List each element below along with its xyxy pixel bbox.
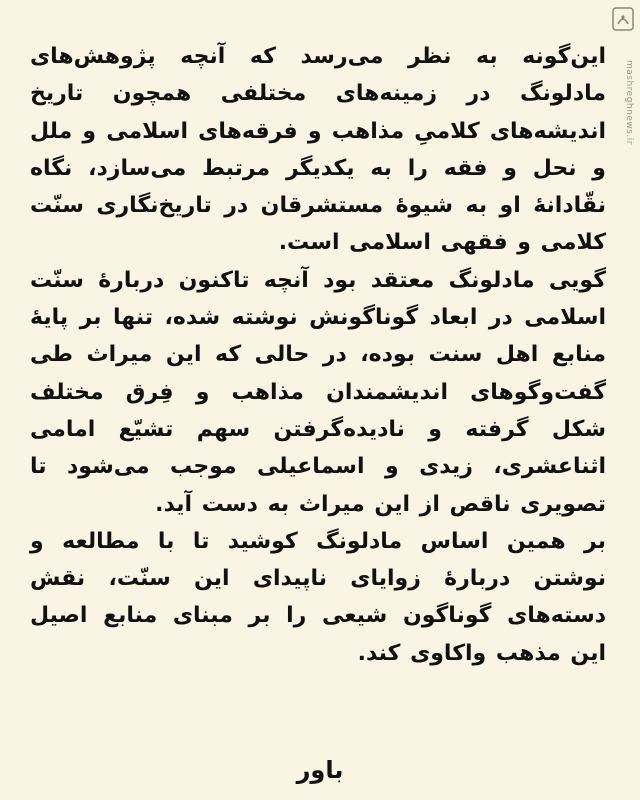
paragraph-1: این‌گونه به نظر می‌رسد که آنچه پژوهش‌های مادلونگ در زمینه‌های مختلفی همچون تاریخ اندیشه‌های کلامیِ مذاهب و فرقه‌های اسلامی و ملل و نحل و فقه را به یکدیگر مرتبط می‌سازد، نگاه نقّادانهٔ او به شیوهٔ مستشرقان در تاریخ‌نگاری سنّت کلامی و فقهی اسلامی است. [30, 44, 606, 256]
brand-logo: باور [296, 756, 344, 784]
news-logo-icon [610, 6, 636, 46]
paragraph-3: بر همین اساس مادلونگ کوشید تا با مطالعه و نوشتن دربارهٔ زوایای ناپیدای این سنّت، نقش دسته‌های گوناگون شیعی را بر مبنای منابع اصیل این مذهب واکاوی کند. [30, 528, 606, 666]
article-text [30, 38, 606, 672]
site-watermark: mashreghnews.ir [624, 60, 634, 145]
paragraph-2: گویی مادلونگ معتقد بود آنچه تاکنون دربارهٔ سنّت اسلامی در ابعاد گوناگونش نوشته شده، تنها بر پایهٔ منابع اهل سنت بوده، در حالی که این میراث طی گفت‌وگوهای اندیشمندان مذاهب و فِرق مختلف شکل گرفته و نادیده‌گرفتن سهم تشیّع امامی اثناعشری، زیدی و اسماعیلی موجب می‌شود تا تصویری ناقص از این میراث به دست آید. [30, 267, 606, 517]
